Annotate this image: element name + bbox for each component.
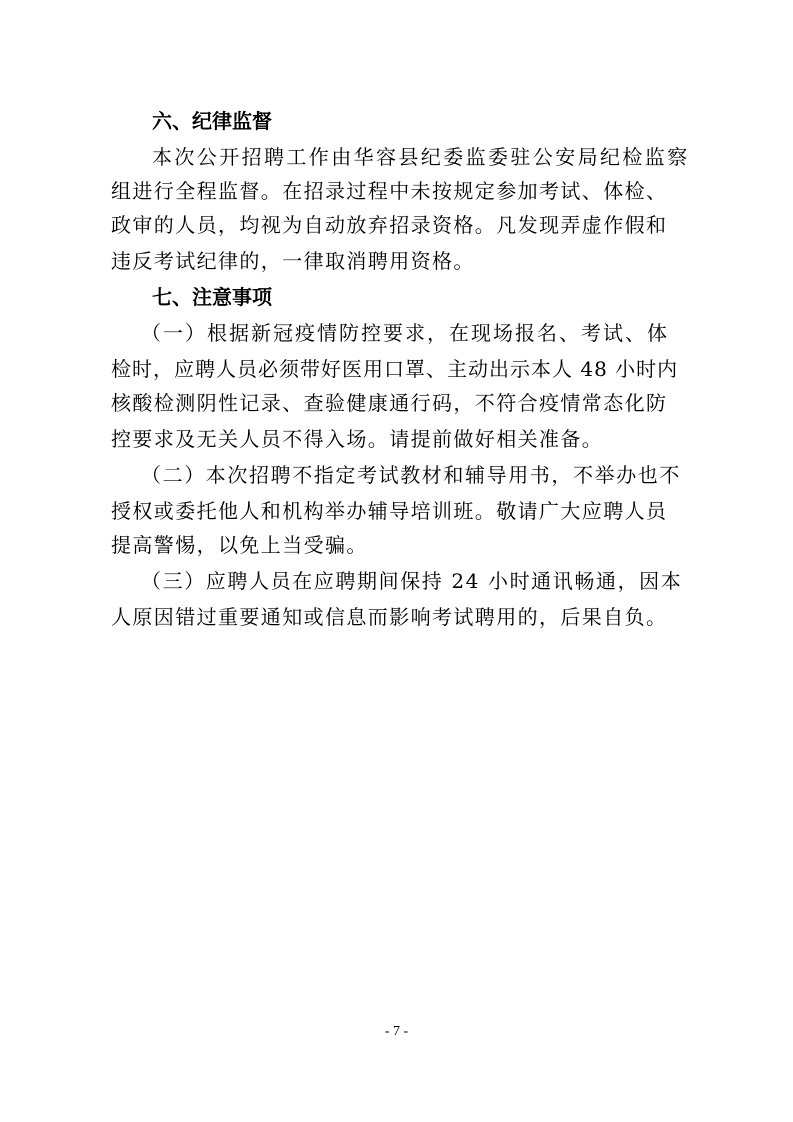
paragraph-line: 人原因错过重要通知或信息而影响考试聘用的，后果自负。 xyxy=(111,605,668,629)
paragraph-line: 组进行全程监督。在招录过程中未按规定参加考试、体检、 xyxy=(111,179,668,203)
section-heading-discipline: 六、纪律监督 xyxy=(152,109,272,133)
paragraph-line: 本次公开招聘工作由华容县纪委监委驻公安局纪检监察 xyxy=(152,145,690,169)
paragraph-line: 提高警惕，以免上当受骗。 xyxy=(111,533,368,557)
paragraph-line: 政审的人员，均视为自动放弃招录资格。凡发现弄虚作假和 xyxy=(111,213,668,237)
paragraph-line: 控要求及无关人员不得入场。请提前做好相关准备。 xyxy=(111,427,604,451)
section-heading-notes: 七、注意事项 xyxy=(152,285,272,309)
page-number: - 7 - xyxy=(384,1024,409,1039)
paragraph-line: 检时，应聘人员必须带好医用口罩、主动出示本人 48 小时内 xyxy=(111,357,679,381)
paragraph-line: （三）应聘人员在应聘期间保持 24 小时通讯畅通，因本 xyxy=(141,569,683,593)
paragraph-line: 违反考试纪律的，一律取消聘用资格。 xyxy=(111,249,475,273)
paragraph-line: 授权或委托他人和机构举办辅导培训班。敬请广大应聘人员 xyxy=(111,499,668,523)
paragraph-line: 核酸检测阴性记录、查验健康通行码，不符合疫情常态化防 xyxy=(111,391,668,415)
paragraph-line: （二）本次招聘不指定考试教材和辅导用书，不举办也不 xyxy=(141,463,681,487)
paragraph-line: （一）根据新冠疫情防控要求，在现场报名、考试、体 xyxy=(141,321,669,345)
